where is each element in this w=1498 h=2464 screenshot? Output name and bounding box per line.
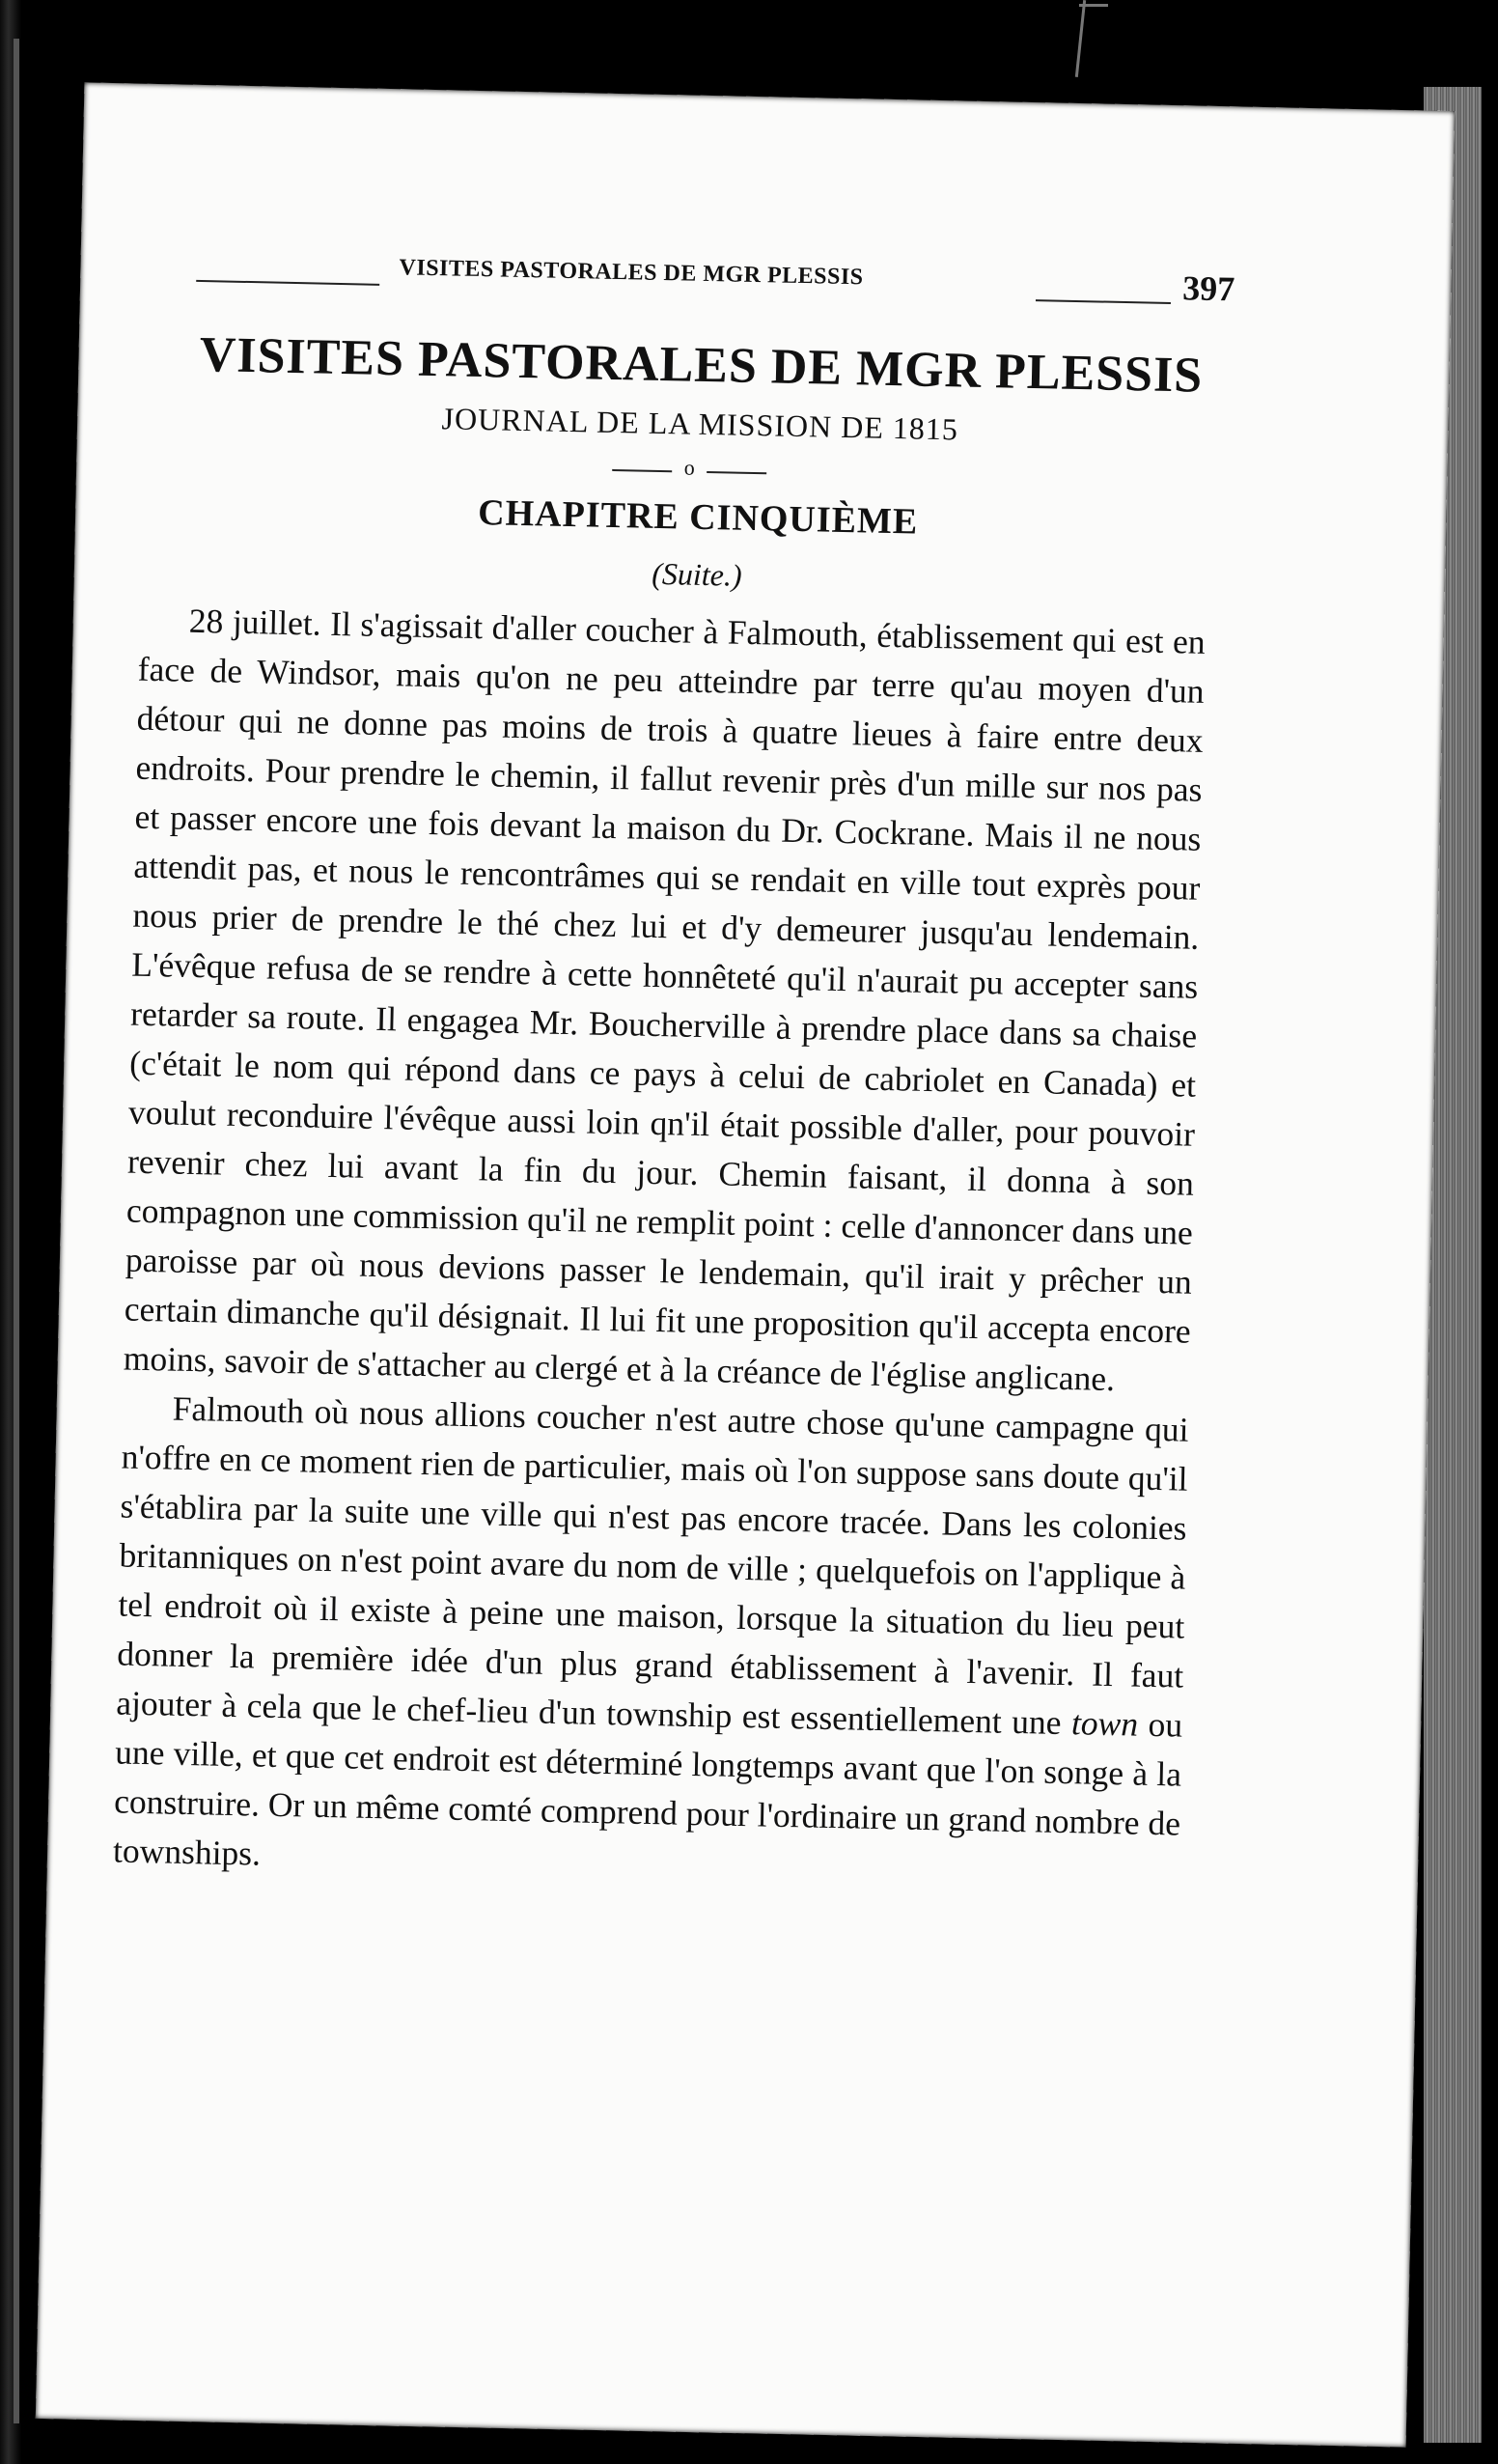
chapter-continuation: (Suite.) [651, 555, 742, 593]
scan-artifact-mark [1079, 4, 1108, 7]
italic-term: town [1070, 1703, 1139, 1744]
paragraph-2-part-1: Falmouth où nous allions coucher n'est autre chose qu'une campagne qui n'offre en ce moment rien de particulier, mais où l'on suppose sans doute qu'il s'établira par la suite une ville qui n'est pas encore tracée. Dans les colonies britanniques on n'est point avare du nom de ville ; quelquefois on l'applique à tel endroit où il existe à peine une maison, lorsque la situation du lieu peut donner la première idée d'un plus grand établissement à l'avenir. Il faut ajouter à cela que le chef-lieu d'un township est essentiellement une [115, 1388, 1189, 1742]
running-head-rule-left [196, 280, 379, 286]
running-head-title: VISITES PASTORALES DE MGR PLESSIS [399, 255, 864, 291]
paragraph-2-part-2: ou une ville, et que cet endroit est déterminé longtemps avant que l'on songe à la construire. Or un même comté comprend pour l'ordinaire un grand nombre de townships. [112, 1704, 1183, 1873]
article-title: VISITES PASTORALES DE MGR PLESSIS [199, 326, 1204, 404]
chapter-heading: CHAPITRE CINQUIÈME [477, 492, 919, 543]
ornament-line-left [612, 469, 672, 472]
book-page [36, 82, 1455, 2447]
paragraph-2 [113, 1384, 1189, 1898]
ornament-line-right [707, 471, 766, 474]
article-subtitle: JOURNAL DE LA MISSION DE 1815 [441, 401, 959, 447]
running-head [196, 239, 1235, 319]
ornament-circle: o [683, 455, 696, 480]
section-ornament [612, 456, 767, 488]
page-number: 397 [1181, 268, 1235, 309]
body-text [113, 596, 1207, 1898]
scan-artifact-mark [1075, 0, 1086, 77]
book-spine-strip [14, 39, 19, 2423]
running-head-rule-right [1036, 299, 1171, 304]
paragraph-1: 28 juillet. Il s'agissait d'aller coucher à Falmouth, établissement qui est en face de Windsor, mais qu'on ne peu atteindre par terre qu'au moyen d'un détour qui ne donne pas moins de trois à quatre lieues à faire entre deux endroits. Pour prendre le chemin, il fallut revenir près d'un mille sur nos pas et passer encore une fois devant la maison du Dr. Cockrane. Mais il ne nous attendit pas, et nous le rencontrâmes qui se rendait en ville tout exprès pour nous prier de prendre le thé chez lui et d'y demeurer jusqu'au lendemain. L'évêque refusa de se rendre à cette honnêteté qu'il n'aurait pu accepter sans retarder sa route. Il engagea Mr. Boucherville à prendre place dans sa chaise (c'était le nom qui répond dans ce pays à celui de cabriolet en Canada) et voulut reconduire l'évêque aussi loin qn'il était possible d'aller, pour pouvoir revenir chez lui avant la fin du jour. Chemin faisant, il donna à son compagnon une commission qu'il ne remplit point : celle d'annoncer dans une paroisse par où nous devions passer le lendemain, qu'il irait y prêcher un certain dimanche qu'il désignait. Il lui fit une proposition qu'il accepta encore moins, savoir de s'attacher au clergé et à la créance de l'église anglicane. [123, 601, 1207, 1399]
